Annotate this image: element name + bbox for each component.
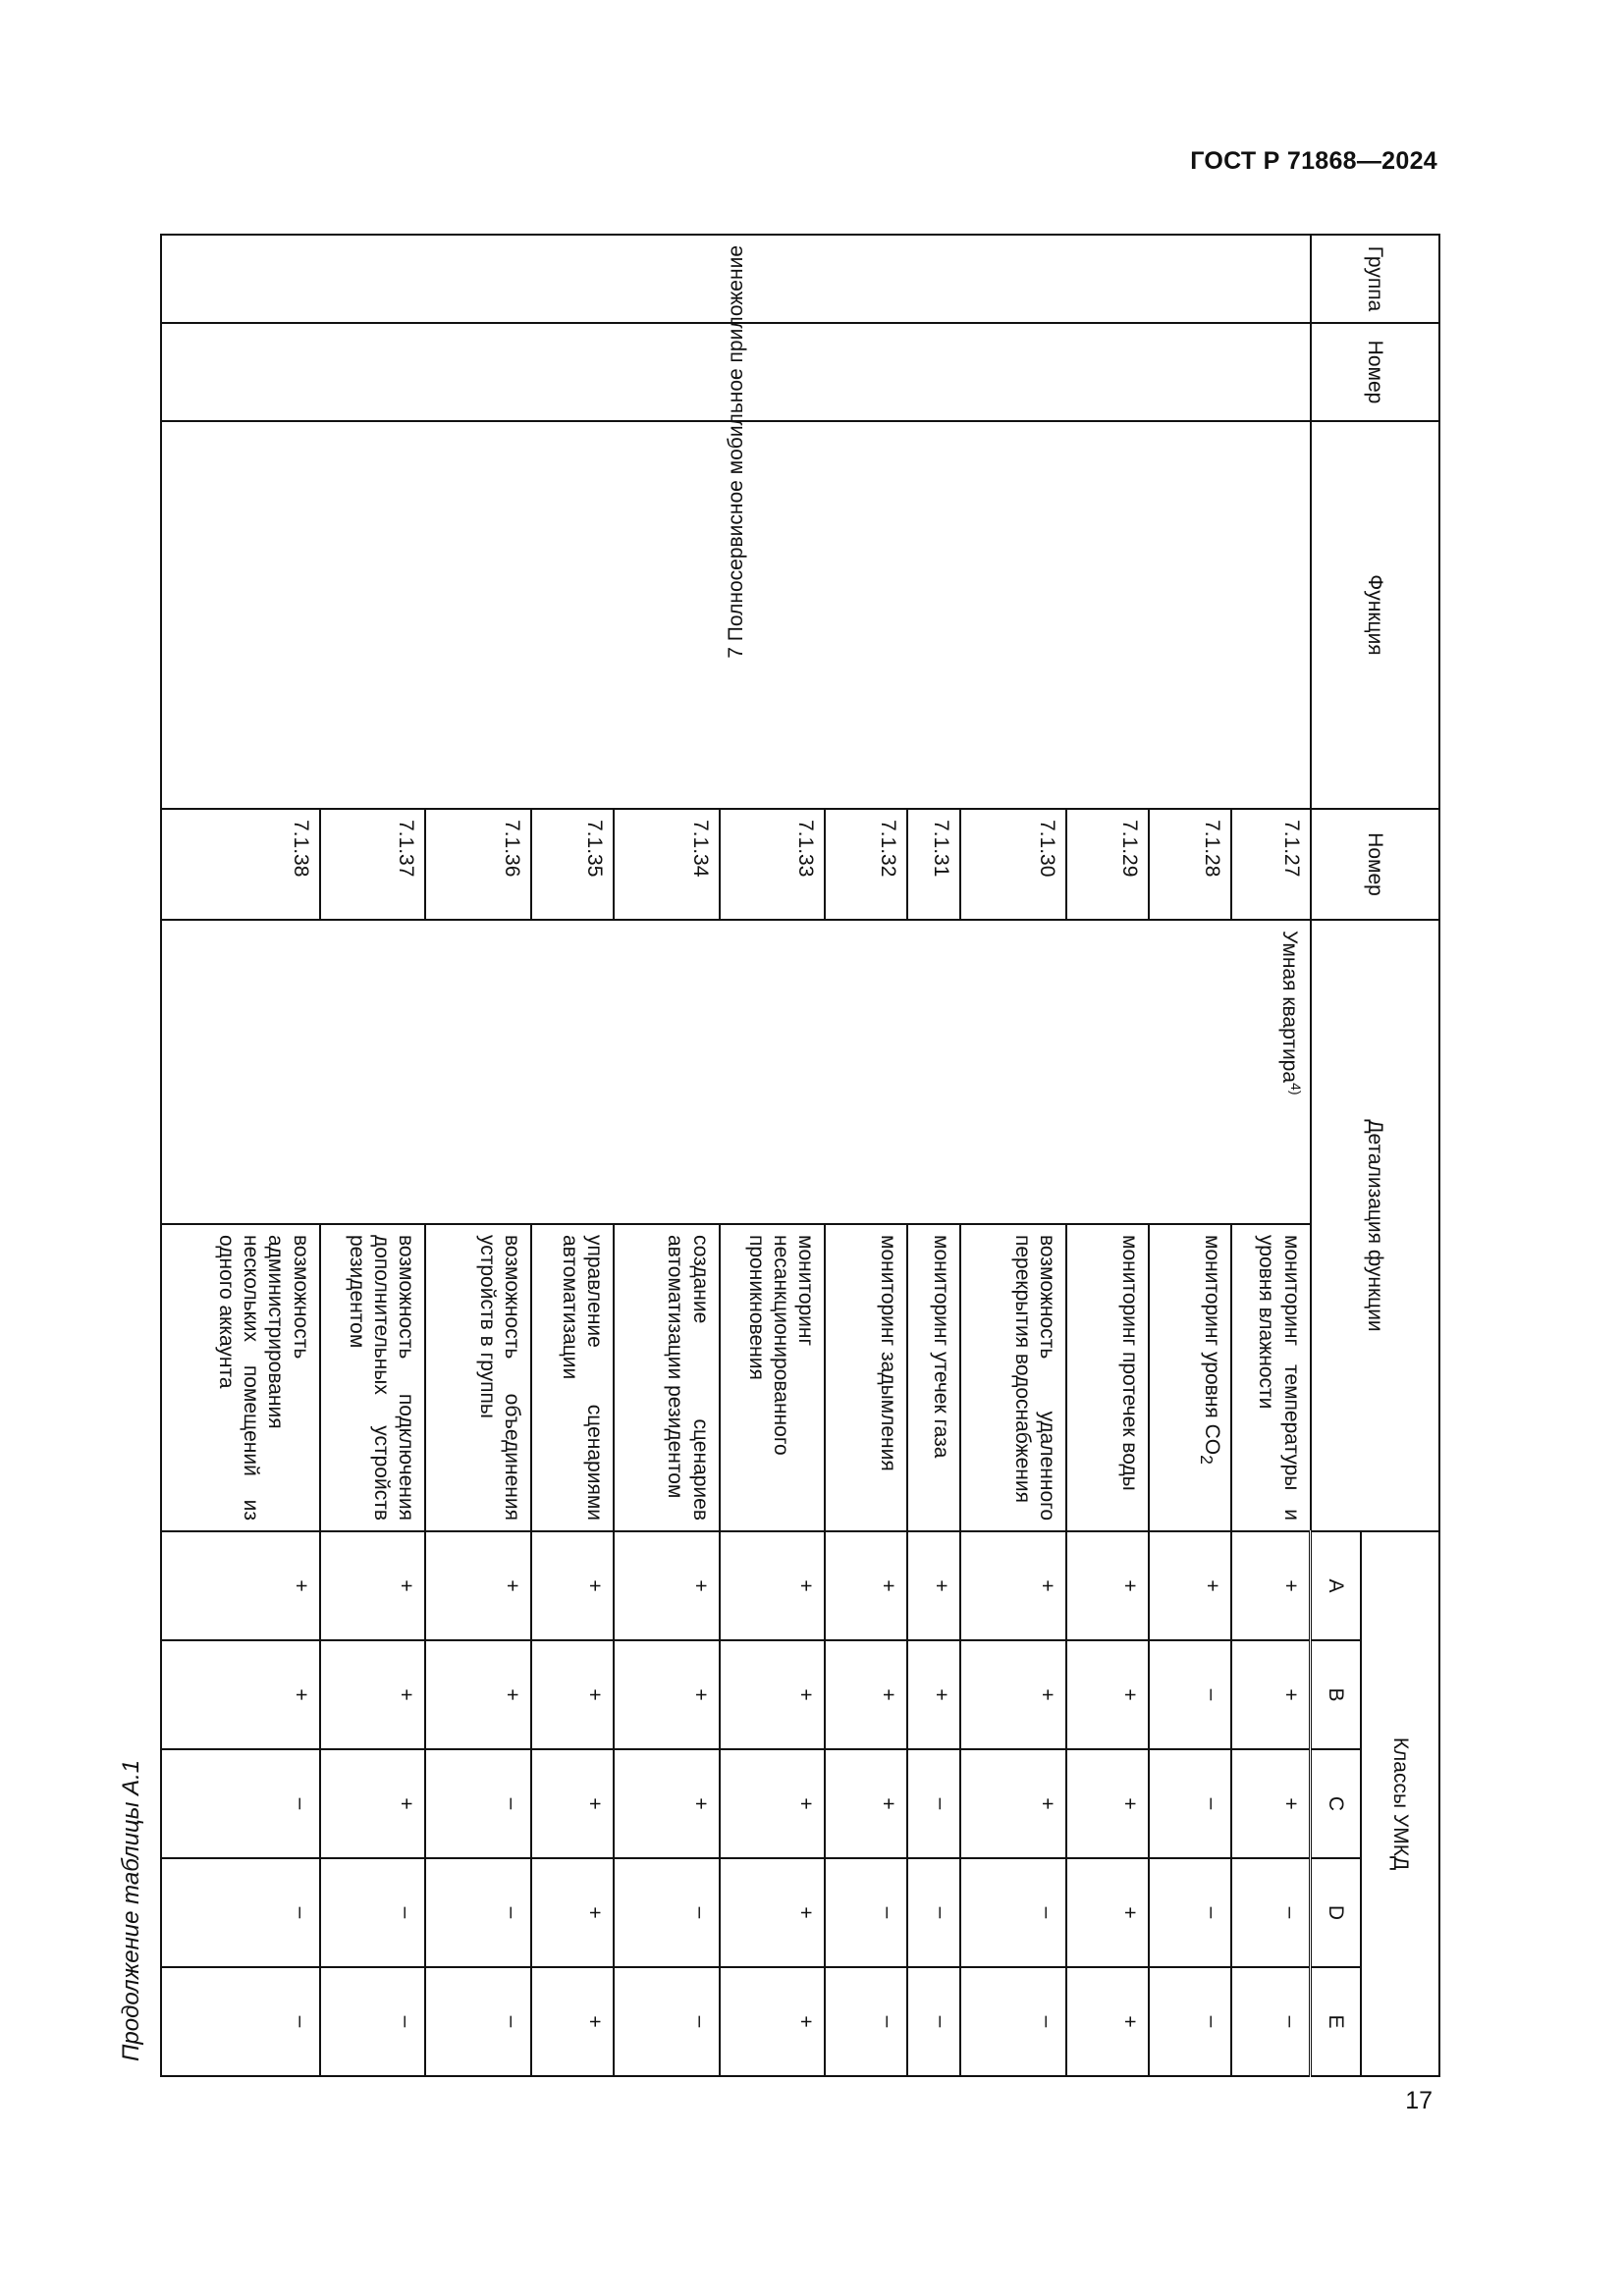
detail-group-footnote: 4)	[1287, 1083, 1304, 1095]
class-a-mark: +	[531, 1531, 614, 1640]
row-detail	[320, 1224, 426, 1531]
detail-group-title: Умная квартира	[1277, 931, 1301, 1084]
class-a-mark: +	[720, 1531, 826, 1640]
header-class-b: B	[1311, 1640, 1362, 1749]
class-d-mark: +	[720, 1858, 826, 1967]
row-number: 7.1.30	[960, 809, 1066, 920]
class-a-mark: +	[320, 1531, 426, 1640]
row-number: 7.1.32	[825, 809, 907, 920]
row-number: 7.1.33	[720, 809, 826, 920]
class-d-mark: –	[320, 1858, 426, 1967]
row-detail-text: мониторинг задымления	[877, 1235, 900, 1471]
row-detail-text: создание сценариев автоматизации резидентом	[664, 1235, 712, 1521]
class-b-mark: +	[425, 1640, 531, 1749]
class-a-mark: +	[425, 1531, 531, 1640]
class-b-mark: +	[825, 1640, 907, 1749]
class-d-mark: +	[1066, 1858, 1149, 1967]
functions-table	[160, 234, 1440, 2077]
header-class-d: D	[1311, 1858, 1362, 1967]
row-detail	[1066, 1224, 1149, 1531]
group-name: 7 Полносервисное мобильное приложение	[724, 245, 747, 659]
row-number: 7.1.35	[531, 809, 614, 920]
row-detail-text: мониторинг уровня CO	[1200, 1235, 1223, 1456]
row-detail-text: мониторинг утечек газа	[930, 1235, 953, 1459]
row-detail-text: мониторинг несанкционированного проникновения	[744, 1235, 818, 1456]
row-detail	[531, 1224, 614, 1531]
class-a-mark: +	[161, 1531, 320, 1640]
header-function: Функция	[1311, 421, 1439, 809]
class-e-mark: –	[320, 1967, 426, 2076]
table-row	[1231, 235, 1311, 2076]
header-classes: Классы УМКД	[1361, 1531, 1439, 2076]
row-detail-text: мониторинг протечек воды	[1117, 1235, 1141, 1491]
class-b-mark: +	[531, 1640, 614, 1749]
class-c-mark: +	[720, 1749, 826, 1858]
row-detail-subscript: 2	[1196, 1455, 1217, 1465]
row-detail	[1231, 1224, 1311, 1531]
class-e-mark: +	[531, 1967, 614, 2076]
class-d-mark: –	[425, 1858, 531, 1967]
header-detail: Детализация функции	[1311, 920, 1439, 1531]
class-a-mark: +	[960, 1531, 1066, 1640]
row-detail-text: мониторинг температуры и уровня влажности	[1255, 1235, 1303, 1521]
row-detail	[614, 1224, 720, 1531]
class-d-mark: +	[531, 1858, 614, 1967]
detail-group-cell	[161, 920, 1311, 1224]
class-c-mark: +	[1231, 1749, 1311, 1858]
row-detail-text: возможность удаленного перекрытия водоснабжения	[1010, 1235, 1058, 1521]
class-c-mark: –	[1149, 1749, 1231, 1858]
class-e-mark: +	[1066, 1967, 1149, 2076]
class-a-mark: +	[614, 1531, 720, 1640]
class-c-mark: +	[1066, 1749, 1149, 1858]
class-e-mark: –	[960, 1967, 1066, 2076]
header-class-a: A	[1311, 1531, 1362, 1640]
row-number: 7.1.38	[161, 809, 320, 920]
group-name-cell	[161, 235, 1311, 659]
class-a-mark: +	[907, 1531, 960, 1640]
class-d-mark: –	[614, 1858, 720, 1967]
row-number: 7.1.28	[1149, 809, 1231, 920]
class-b-mark: +	[960, 1640, 1066, 1749]
header-group: Группа	[1311, 235, 1439, 323]
class-e-mark: –	[1149, 1967, 1231, 2076]
row-number: 7.1.37	[320, 809, 426, 920]
class-d-mark: –	[907, 1858, 960, 1967]
class-a-mark: +	[825, 1531, 907, 1640]
class-c-mark: +	[531, 1749, 614, 1858]
class-e-mark: –	[161, 1967, 320, 2076]
header-number: Номер	[1311, 809, 1439, 920]
header-class-e: E	[1311, 1967, 1362, 2076]
class-e-mark: –	[614, 1967, 720, 2076]
class-c-mark: +	[614, 1749, 720, 1858]
class-a-mark: +	[1066, 1531, 1149, 1640]
class-d-mark: –	[825, 1858, 907, 1967]
row-detail	[1149, 1224, 1231, 1531]
class-e-mark: –	[425, 1967, 531, 2076]
row-detail-text: возможность подключения дополнительных устройств резидентом	[345, 1235, 418, 1521]
row-detail-text: управление сценариями автоматизации	[558, 1235, 606, 1521]
class-c-mark: –	[907, 1749, 960, 1858]
standard-code: ГОСТ Р 71868—2024	[1190, 147, 1437, 175]
row-detail	[161, 1224, 320, 1531]
class-c-mark: –	[161, 1749, 320, 1858]
row-number: 7.1.36	[425, 809, 531, 920]
header-class-c: C	[1311, 1749, 1362, 1858]
class-c-mark: –	[425, 1749, 531, 1858]
class-b-mark: +	[320, 1640, 426, 1749]
row-detail-text: возможность объединения устройств в группы	[475, 1235, 523, 1521]
row-detail	[960, 1224, 1066, 1531]
class-b-mark: +	[1231, 1640, 1311, 1749]
class-d-mark: –	[960, 1858, 1066, 1967]
class-e-mark: –	[825, 1967, 907, 2076]
class-c-mark: +	[320, 1749, 426, 1858]
class-a-mark: +	[1149, 1531, 1231, 1640]
class-b-mark: +	[614, 1640, 720, 1749]
class-b-mark: –	[1149, 1640, 1231, 1749]
row-number: 7.1.34	[614, 809, 720, 920]
class-b-mark: +	[720, 1640, 826, 1749]
class-c-mark: +	[825, 1749, 907, 1858]
class-c-mark: +	[960, 1749, 1066, 1858]
class-d-mark: –	[1231, 1858, 1311, 1967]
row-number: 7.1.31	[907, 809, 960, 920]
row-detail	[907, 1224, 960, 1531]
rotated-table-container	[160, 234, 1440, 2075]
row-detail	[425, 1224, 531, 1531]
class-b-mark: +	[907, 1640, 960, 1749]
class-e-mark: –	[907, 1967, 960, 2076]
class-a-mark: +	[1231, 1531, 1311, 1640]
row-number: 7.1.29	[1066, 809, 1149, 920]
class-d-mark: –	[1149, 1858, 1231, 1967]
table-caption: Продолжение таблицы А.1	[118, 1759, 144, 2061]
header-group-number: Номер	[1311, 323, 1439, 421]
row-detail-text: возможность администрирования нескольких помещений из одного аккаунта	[215, 1235, 312, 1521]
class-e-mark: –	[1231, 1967, 1311, 2076]
row-detail	[825, 1224, 907, 1531]
class-e-mark: +	[720, 1967, 826, 2076]
page-number: 17	[1405, 2087, 1433, 2114]
class-b-mark: +	[1066, 1640, 1149, 1749]
row-number: 7.1.27	[1231, 809, 1311, 920]
class-d-mark: –	[161, 1858, 320, 1967]
class-b-mark: +	[161, 1640, 320, 1749]
row-detail	[720, 1224, 826, 1531]
